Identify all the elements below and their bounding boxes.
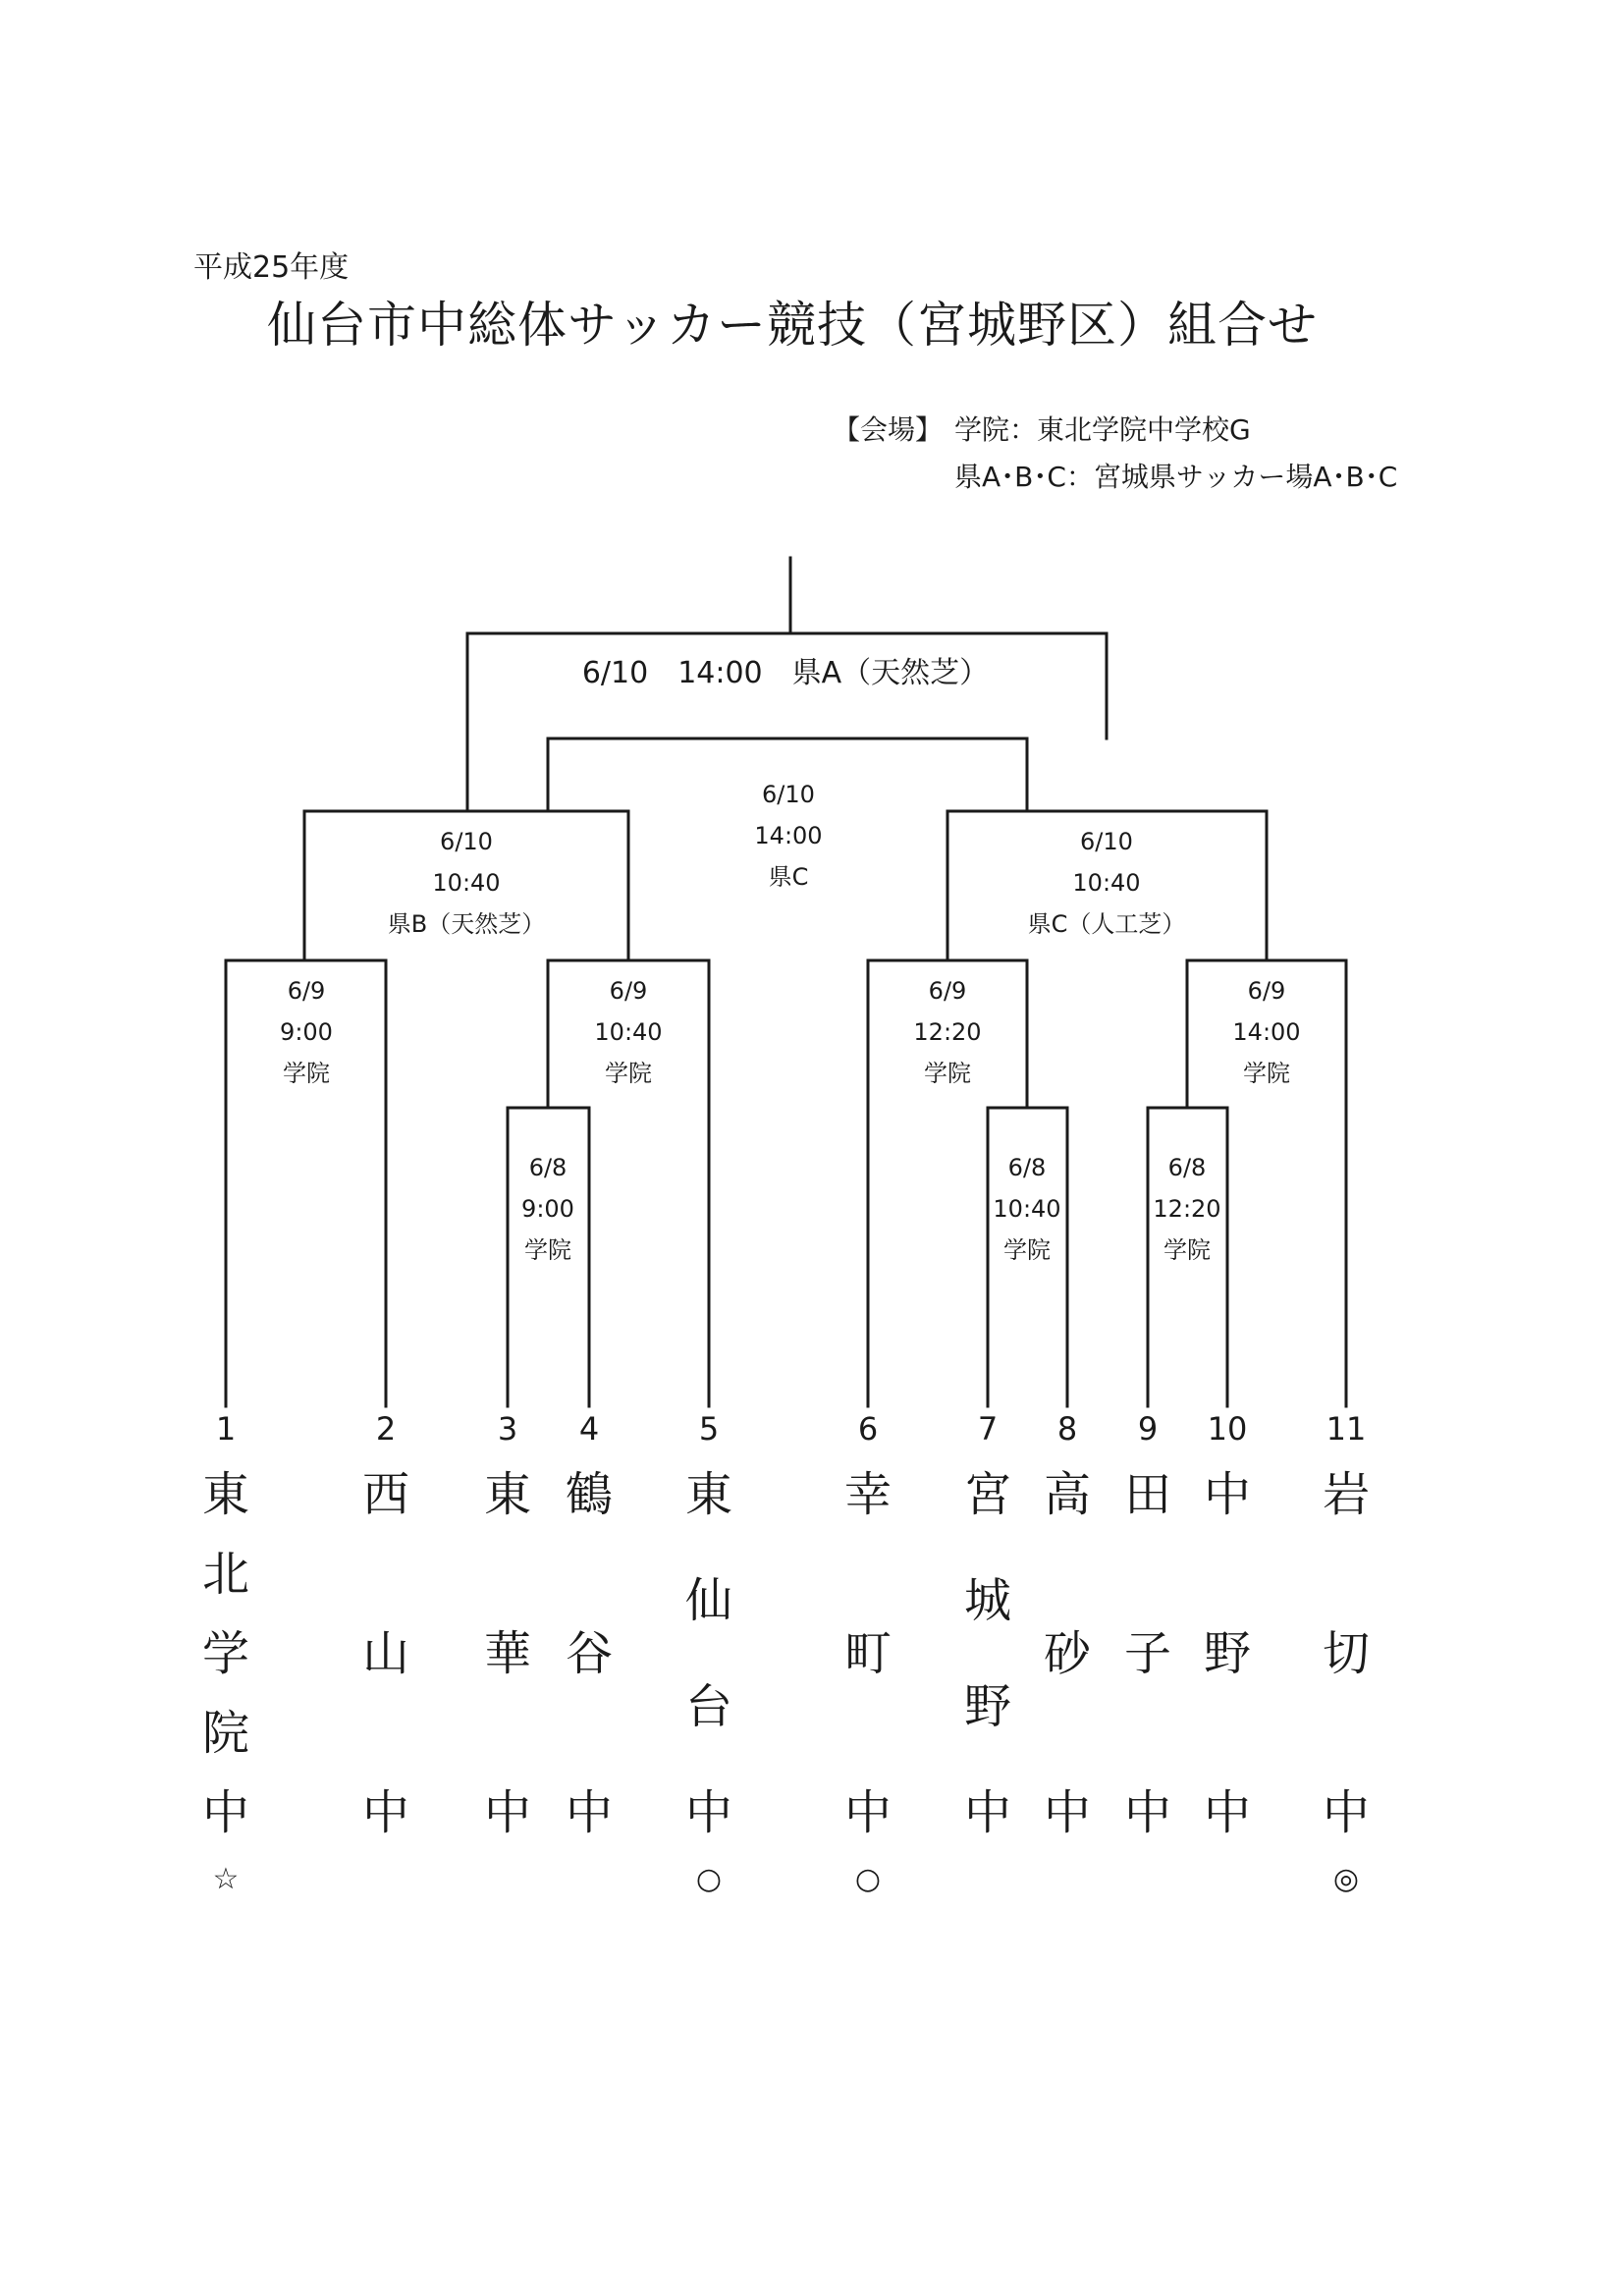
team-name-char: 田 [1123, 1467, 1171, 1522]
team-name-char: 西 [361, 1467, 409, 1522]
seed-mark-star: ☆ [212, 1862, 240, 1896]
team-name-9 [1118, 1467, 1177, 1840]
match-time: 14:00 [1232, 1018, 1301, 1046]
team-number: 8 [1056, 1410, 1078, 1448]
team-name-char: 野 [1203, 1626, 1251, 1681]
team-name-char: 中 [684, 1785, 732, 1840]
team-name-char: 院 [201, 1706, 249, 1761]
team-number: 10 [1207, 1410, 1248, 1448]
team-name-char: 砂 [1043, 1626, 1091, 1681]
team-name-char: 岩 [1322, 1467, 1370, 1522]
team-name-3 [478, 1467, 537, 1840]
team-number: 1 [215, 1410, 237, 1448]
semifinal-match-info [754, 774, 822, 898]
round2-match-4-info [1232, 970, 1300, 1094]
match-venue: 県B（天然芝） [387, 910, 546, 938]
match-date: 6/8 [1167, 1154, 1207, 1181]
team-name-char: 学 [201, 1626, 249, 1681]
team-number: 9 [1137, 1410, 1159, 1448]
team-name-char: 城 [963, 1573, 1011, 1628]
seed-mark-double-circle: ◎ [1332, 1862, 1360, 1896]
team-name-char: 中 [201, 1785, 249, 1840]
team-number: 6 [857, 1410, 879, 1448]
match-date: 6/8 [528, 1154, 568, 1181]
team-name-char: 中 [565, 1785, 613, 1840]
match-venue: 学院 [1242, 1060, 1290, 1087]
team-name-char: 町 [843, 1626, 892, 1681]
quarterfinal-right-info [1028, 821, 1186, 945]
round1-match-1-info [521, 1147, 574, 1271]
match-venue: 県C [768, 863, 809, 891]
match-venue: 学院 [283, 1060, 330, 1087]
team-name-char: 子 [1123, 1626, 1171, 1681]
team-name-1 [196, 1467, 255, 1869]
page-title: 仙台市中総体サッカー競技（宮城野区）組合せ [267, 297, 1318, 354]
seed-mark-circle: ○ [695, 1862, 723, 1896]
team-name-char: 宮 [963, 1467, 1011, 1522]
team-name-char: 中 [1203, 1467, 1251, 1522]
team-name-char: 鶴 [565, 1467, 613, 1522]
match-date: 6/10 [440, 828, 493, 855]
team-name-char: 中 [483, 1785, 531, 1840]
match-date: 6/9 [287, 977, 326, 1005]
team-name-char: 幸 [843, 1467, 892, 1522]
venue-label: 【会場】 [833, 413, 944, 446]
team-name-char: 中 [1322, 1785, 1370, 1840]
match-venue: 学院 [923, 1060, 971, 1087]
seed-mark-circle: ○ [854, 1862, 882, 1896]
match-date: 6/9 [609, 977, 648, 1005]
venue-line-prefecture: 県A･B･C：宮城県サッカー場A･B･C [954, 461, 1398, 493]
team-number: 2 [375, 1410, 397, 1448]
team-name-char: 山 [361, 1626, 409, 1681]
match-venue: 学院 [1163, 1236, 1211, 1264]
team-name-char: 中 [361, 1785, 409, 1840]
team-name-10 [1198, 1467, 1257, 1840]
team-number: 3 [497, 1410, 518, 1448]
match-time: 9:00 [521, 1195, 574, 1223]
team-name-char: 仙 [684, 1573, 732, 1628]
match-venue: 学院 [524, 1236, 571, 1264]
match-time: 12:20 [913, 1018, 982, 1046]
match-date: 6/10 [1080, 828, 1133, 855]
match-time: 10:40 [432, 869, 501, 897]
team-number: 7 [977, 1410, 999, 1448]
team-name-7 [958, 1467, 1017, 1840]
match-time: 9:00 [280, 1018, 333, 1046]
match-time: 10:40 [1072, 869, 1141, 897]
team-name-char: 野 [963, 1679, 1011, 1734]
team-name-char: 華 [483, 1626, 531, 1681]
team-name-6 [839, 1467, 897, 1840]
team-number: 5 [698, 1410, 720, 1448]
match-venue: 県C（人工芝） [1027, 910, 1186, 938]
fiscal-year: 平成25年度 [193, 250, 350, 285]
match-venue: 学院 [604, 1060, 652, 1087]
team-name-char: 谷 [565, 1626, 613, 1681]
round2-match-2-info [594, 970, 662, 1094]
round1-match-2-info [993, 1147, 1060, 1271]
team-name-8 [1038, 1467, 1097, 1840]
team-name-char: 中 [843, 1785, 892, 1840]
match-time: 14:00 [754, 822, 823, 849]
match-venue: 学院 [1002, 1236, 1051, 1264]
team-name-5 [679, 1467, 738, 1840]
match-time: 10:40 [993, 1195, 1061, 1223]
team-name-char: 北 [201, 1547, 249, 1602]
team-name-char: 東 [483, 1467, 531, 1522]
round1-match-3-info [1153, 1147, 1220, 1271]
quarterfinal-left-info [388, 821, 545, 945]
team-name-char: 高 [1043, 1467, 1091, 1522]
round2-match-1-info [280, 970, 333, 1094]
team-name-2 [356, 1467, 415, 1840]
team-number: 11 [1325, 1410, 1367, 1448]
match-time: 12:20 [1153, 1195, 1221, 1223]
team-name-char: 中 [1123, 1785, 1171, 1840]
team-name-char: 切 [1322, 1626, 1370, 1681]
team-name-4 [560, 1467, 619, 1840]
team-name-char: 中 [1203, 1785, 1251, 1840]
team-name-11 [1317, 1467, 1376, 1840]
venue-line-gakuin: 学院：東北学院中学校G [954, 413, 1251, 446]
round2-match-3-info [913, 970, 981, 1094]
team-number: 4 [578, 1410, 600, 1448]
match-date: 6/8 [1007, 1154, 1047, 1181]
match-time: 10:40 [594, 1018, 663, 1046]
team-name-char: 台 [684, 1679, 732, 1734]
match-date: 6/9 [928, 977, 967, 1005]
team-name-char: 東 [684, 1467, 732, 1522]
match-date: 6/9 [1247, 977, 1286, 1005]
final-match-info: 6/10 14:00 県A（天然芝） [581, 656, 990, 690]
team-name-char: 中 [963, 1785, 1011, 1840]
team-name-char: 中 [1043, 1785, 1091, 1840]
match-date: 6/10 [762, 781, 815, 808]
team-name-char: 東 [201, 1467, 249, 1522]
